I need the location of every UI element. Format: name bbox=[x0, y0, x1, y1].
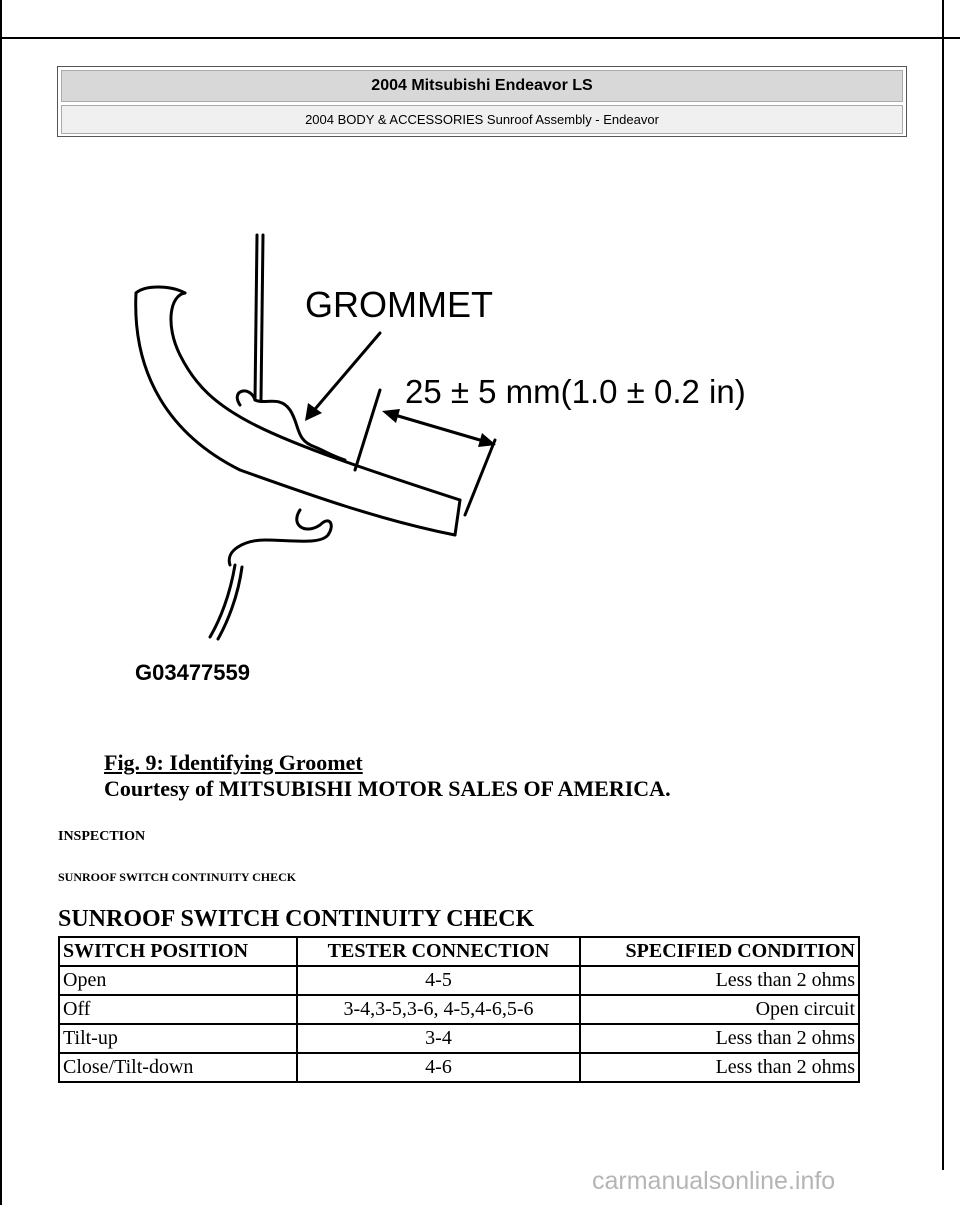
header-specified-condition: SPECIFIED CONDITION bbox=[580, 937, 859, 966]
header-switch-position: SWITCH POSITION bbox=[59, 937, 297, 966]
figure-courtesy: Courtesy of MITSUBISHI MOTOR SALES OF AMERICA. bbox=[104, 776, 671, 801]
cell-condition: Open circuit bbox=[580, 995, 859, 1024]
table-row bbox=[59, 995, 859, 1024]
inspection-heading: INSPECTION bbox=[58, 829, 146, 844]
watermark: carmanualsonline.info bbox=[592, 1167, 836, 1195]
cell-condition: Less than 2 ohms bbox=[580, 1024, 859, 1053]
continuity-table bbox=[58, 936, 860, 1083]
grommet-lower bbox=[229, 510, 331, 565]
figure-title-link[interactable]: Fig. 9: Identifying Groomet bbox=[104, 750, 363, 775]
table-row bbox=[59, 1024, 859, 1053]
table-title: SUNROOF SWITCH CONTINUITY CHECK bbox=[58, 906, 535, 932]
continuity-subheading: SUNROOF SWITCH CONTINUITY CHECK bbox=[58, 870, 297, 884]
dimension-label: 25 ± 5 mm(1.0 ± 0.2 in) bbox=[405, 373, 746, 410]
dimension-arrow-right bbox=[478, 433, 496, 447]
tube-right-end bbox=[455, 500, 460, 535]
grommet-label: GROMMET bbox=[305, 284, 493, 325]
cell-connection: 4-5 bbox=[297, 966, 580, 995]
figure-caption bbox=[104, 750, 671, 802]
tube-outline-lower bbox=[136, 293, 455, 535]
cell-position: Open bbox=[59, 966, 297, 995]
hose-top-2 bbox=[261, 235, 263, 400]
table-header-row bbox=[59, 937, 859, 966]
frame-right-border bbox=[942, 0, 944, 1170]
table-row bbox=[59, 966, 859, 995]
dimension-ext-left bbox=[355, 390, 380, 470]
hose-top bbox=[255, 235, 257, 400]
hose-bottom-2 bbox=[218, 567, 242, 639]
cell-position: Tilt-up bbox=[59, 1024, 297, 1053]
document-header bbox=[57, 66, 907, 137]
cell-position: Off bbox=[59, 995, 297, 1024]
figure-id: G03477559 bbox=[135, 660, 250, 685]
section-title: 2004 BODY & ACCESSORIES Sunroof Assembly - Endeavor bbox=[61, 105, 903, 134]
dimension-arrow-left bbox=[382, 409, 400, 423]
cell-condition: Less than 2 ohms bbox=[580, 966, 859, 995]
cell-connection: 3-4 bbox=[297, 1024, 580, 1053]
frame-top-border bbox=[0, 37, 960, 39]
tube-end-cap bbox=[136, 287, 185, 293]
cell-connection: 3-4,3-5,3-6, 4-5,4-6,5-6 bbox=[297, 995, 580, 1024]
grommet-leader bbox=[310, 333, 380, 415]
header-tester-connection: TESTER CONNECTION bbox=[297, 937, 580, 966]
cell-condition: Less than 2 ohms bbox=[580, 1053, 859, 1082]
frame-left-border bbox=[0, 0, 2, 1205]
dimension-arrow-line bbox=[388, 413, 490, 443]
hose-bottom bbox=[210, 565, 235, 637]
cell-connection: 4-6 bbox=[297, 1053, 580, 1082]
vehicle-title: 2004 Mitsubishi Endeavor LS bbox=[61, 70, 903, 102]
cell-position: Close/Tilt-down bbox=[59, 1053, 297, 1082]
table-row bbox=[59, 1053, 859, 1082]
dimension-ext-right bbox=[465, 440, 495, 515]
grommet-diagram bbox=[130, 225, 750, 685]
